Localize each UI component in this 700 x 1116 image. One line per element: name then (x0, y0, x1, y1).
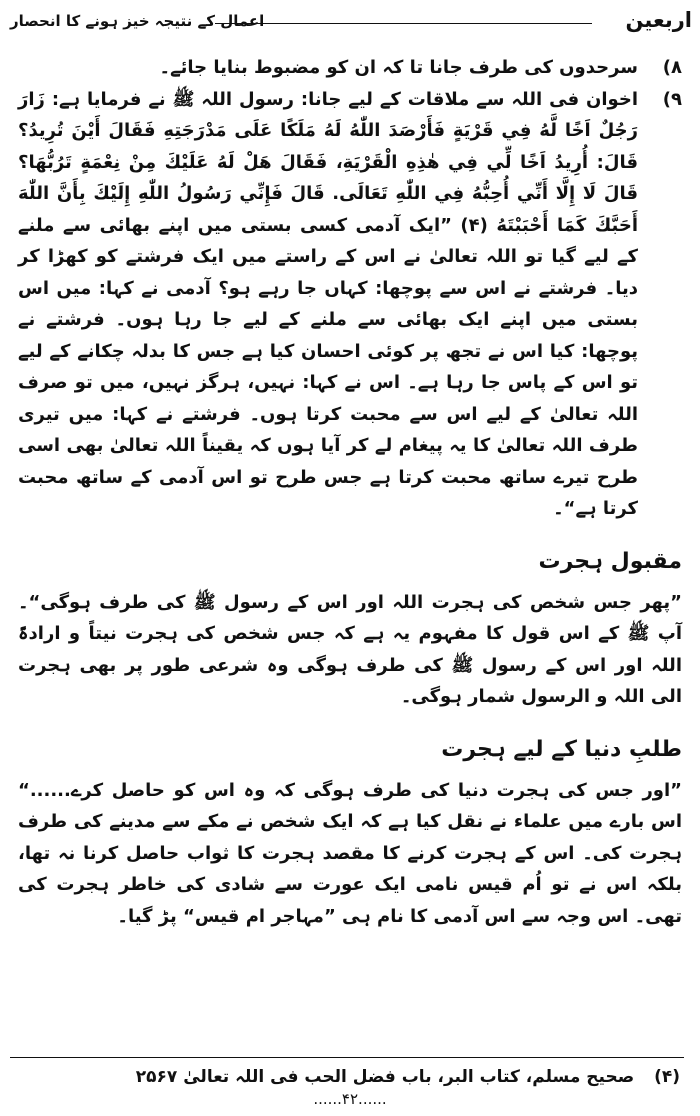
section-paragraph: ”پھر جس شخص کی ہجرت اللہ اور اس کے رسول ﷺ کی طرف ہوگی“۔ آپ ﷺ کے اس قول کا مفہوم یہ ہے کہ جس شخص کی ہجرت نیتاً و ارادۃً اللہ اور اس کے رسول ﷺ کی طرف ہوگی وہ شرعی طور پر بھی ہجرت الی اللہ و الرسول شمار ہوگی۔ (18, 591, 682, 707)
chapter-title: اعمال کے نتیجہ خیز ہونے کا انحصار (10, 12, 265, 30)
book-title: اربعین (625, 8, 692, 32)
list-item-9 (18, 84, 682, 525)
page-header (10, 6, 692, 42)
section-paragraph: ”اور جس کی ہجرت دنیا کی طرف ہوگی کہ وہ اس کو حاصل کرے......“ اس بارے میں علماء نے نقل کیا ہے کہ ایک شخص نے مکے سے مدینے کی طرف ہجرت کی۔ اس کے ہجرت کرنے کا مقصد ہجرت کا ثواب حاصل کرنا نہ تھا، بلکہ اس نے تو اُم قیس نامی ایک عورت سے شادی کی خاطر ہجرت کی تھی۔ اس وجہ سے اس آدمی کا نام ہی ”مہاجر ام قیس“ پڑ گیا۔ (18, 779, 682, 927)
footnote (20, 1066, 680, 1087)
page-body (18, 52, 682, 932)
footnote-number: (۴) (654, 1067, 680, 1087)
footnote-divider (10, 1057, 684, 1058)
footnote-text: صحیح مسلم، کتاب البر، باب فضل الحب فی اللہ تعالیٰ ۲۵۶۷ (135, 1067, 635, 1087)
item-text: سرحدوں کی طرف جانا تا کہ ان کو مضبوط بنایا جائے۔ (159, 57, 638, 78)
item-text: اخوان فی اللہ سے ملاقات کے لیے جانا: رسول اللہ ﷺ نے فرمایا ہے: زَارَ رَجُلٌ اَخًا لَّهُ فِي قَرْيَةٍ فَأَرْصَدَ اللّٰهُ لَهُ مَلَكًا عَلَى مَدْرَجَتِهِ فَقَالَ أَيْنَ تُرِيدُ؟ قَالَ: أُرِيدُ اَخًا لِّي فِي هٰذِهِ الْقَرْيَةِ، فَقَالَ هَلْ لَهُ عَلَيْكَ مِنْ نِعْمَةٍ تَرُبُّهَا؟ قَالَ لَا إِلَّا أَنِّي أُحِبُّهُ فِي اللّٰهِ تَعَالَى. قَالَ فَإِنِّي رَسُولُ اللّٰهِ إِلَيْكَ بِأَنَّ اللّٰهَ أَحَبَّكَ كَمَا أَحْبَبْتَهُ (۴) ”ایک آدمی کسی بستی میں اپنے بھائی سے ملنے کے لیے گیا تو اللہ تعالیٰ نے اس کے راستے میں ایک فرشتے کو کھڑا کر دیا۔ فرشتے نے اس سے پوچھا: کہاں جا رہے ہو؟ آدمی نے کہا: میں اس بستی میں اپنے ایک بھائی سے ملنے کے لیے جا رہا ہوں۔ فرشتے نے پوچھا: کیا اس نے تجھ پر کوئی احسان کیا ہے جس کا بدلہ چکانے کے لیے تو اس کے پاس جا رہا ہے۔ اس نے کہا: نہیں، ہرگز نہیں، میں تو صرف اللہ تعالیٰ کے لیے اس سے محبت کرتا ہوں۔ فرشتے نے کہا: میں تیری طرف اللہ تعالیٰ کا یہ پیغام لے کر آیا ہوں کہ یقیناً اللہ تعالیٰ بھی اسی طرح تیرے ساتھ محبت کرتا ہے جس طرح تو اس آدمی کے ساتھ محبت کرتا ہے“۔ (18, 88, 638, 519)
item-number: (۹ (662, 88, 682, 110)
section-heading: مقبول ہجرت (538, 548, 682, 574)
list-item-8 (18, 52, 682, 84)
page-number: ......۴۲...... (313, 1090, 387, 1108)
header-rule (215, 23, 592, 24)
item-number: (۸ (662, 57, 682, 78)
section-heading: طلبِ دنیا کے لیے ہجرت (441, 736, 682, 762)
